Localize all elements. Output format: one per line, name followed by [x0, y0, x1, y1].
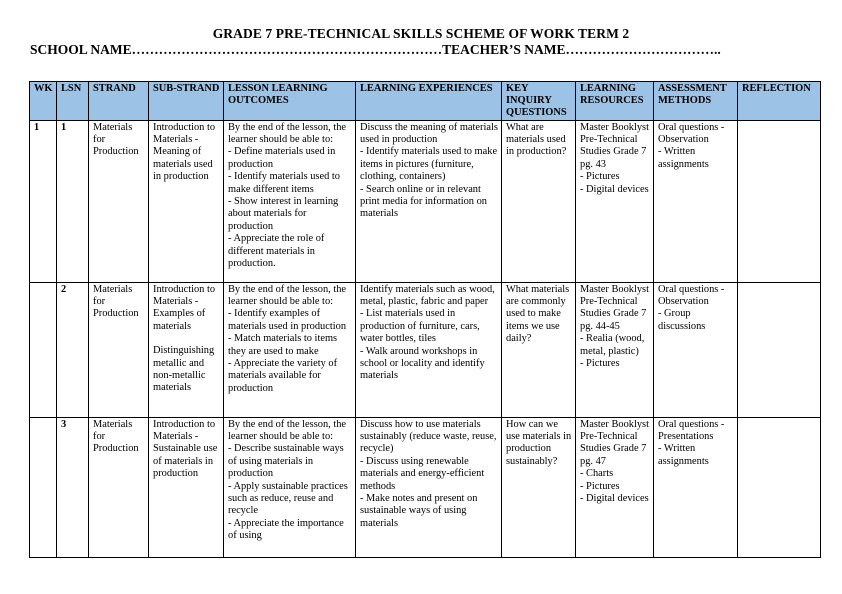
cell-sub-strand: Introduction to Materials - Meaning of materials used in production [149, 120, 224, 282]
assessment-line: Observation [658, 296, 709, 308]
col-header-reflection: REFLECTION [738, 82, 821, 121]
assessment-line: Observation [658, 134, 709, 146]
outcome-line: By the end of the lesson, the learner should be able to: [228, 418, 347, 443]
resource-line: - Pictures [580, 358, 620, 370]
outcome-line: - Appreciate the importance of using [228, 517, 344, 542]
cell-outcomes [224, 120, 356, 282]
cell-reflection [738, 417, 821, 557]
outcome-line: - Define materials used in production [228, 146, 336, 170]
cell-sub-strand: Introduction to Materials - Sustainable use of materials in production [149, 417, 224, 557]
assessment-line: - Written assignments [658, 443, 709, 467]
col-header-strand: STRAND [89, 82, 149, 121]
resource-line: Master Booklyst Pre-Technical Studies Grade 7 pg. 44-45 [580, 283, 649, 332]
cell-experiences [356, 417, 502, 557]
col-header-assessment: ASSESSMENT METHODS [654, 82, 738, 121]
cell-lsn: 1 [57, 120, 89, 282]
col-header-outcomes: LESSON LEARNING OUTCOMES [224, 82, 356, 121]
outcome-line: By the end of the lesson, the learner should be able to: [228, 121, 347, 146]
experience-line: Discuss the meaning of materials used in production [360, 121, 498, 146]
table-header-row [30, 82, 821, 121]
experience-line: Discuss how to use materials sustainably (reduce waste, reuse, recycle) [360, 418, 497, 455]
outcome-line: - Describe sustainable ways of using materials in production [228, 443, 344, 480]
document-title: GRADE 7 PRE-TECHNICAL SKILLS SCHEME OF WORK TERM 2 [212, 26, 630, 41]
cell-experiences [356, 120, 502, 282]
cell-wk [30, 282, 57, 417]
experience-line: - Search online or in relevant print media for information on materials [360, 183, 487, 220]
cell-resources [576, 120, 654, 282]
cell-strand: Materials for Production [89, 282, 149, 417]
assessment-line: - Written assignments [658, 146, 709, 170]
cell-reflection [738, 282, 821, 417]
sub-strand-line: Distinguishing metallic and non-metallic materials [153, 345, 215, 394]
outcome-line: - Appreciate the variety of materials available for production [228, 358, 338, 394]
cell-resources [576, 282, 654, 417]
cell-outcomes [224, 282, 356, 417]
assessment-line: - Group discussions [658, 308, 706, 332]
resource-line: - Charts [580, 468, 614, 480]
cell-lsn: 3 [57, 417, 89, 557]
resource-line: - Realia (wood, metal, plastic) [580, 333, 645, 357]
col-header-wk: WK [30, 82, 57, 121]
resource-line: Master Booklyst Pre-Technical Studies Grade 7 pg. 43 [580, 121, 649, 170]
table-row [30, 120, 821, 282]
experience-line: - List materials used in production of furniture, cars, water bottles, tiles [360, 308, 480, 345]
col-header-resources: LEARNING RESOURCES [576, 82, 654, 121]
spacer [153, 333, 220, 345]
outcome-line: - Match materials to items they are used to make [228, 333, 338, 357]
assessment-line: Presentations [658, 431, 714, 443]
cell-questions: How can we use materials in production sustainably? [502, 417, 576, 557]
scheme-of-work-table [29, 81, 821, 558]
cell-assessment [654, 120, 738, 282]
cell-assessment [654, 282, 738, 417]
col-header-experiences: LEARNING EXPERIENCES [356, 82, 502, 121]
cell-sub-strand [149, 282, 224, 417]
school-teacher-line: SCHOOL NAME……………………………………………………………TEACHER’S NAME…………………………….. [30, 42, 721, 57]
col-header-questions: KEY INQUIRY QUESTIONS [502, 82, 576, 121]
resource-line: Master Booklyst Pre-Technical Studies Grade 7 pg. 47 [580, 418, 649, 467]
experience-line: - Identify materials used to make items in pictures (furniture, clothing, containers) [360, 146, 498, 183]
cell-resources [576, 417, 654, 557]
cell-reflection [738, 120, 821, 282]
outcome-line: - Show interest in learning about materials for production [228, 196, 339, 232]
outcome-line: - Apply sustainable practices such as reduce, reuse and recycle [228, 480, 348, 517]
outcome-line: - Appreciate the role of different materials in production. [228, 233, 325, 270]
cell-strand: Materials for Production [89, 417, 149, 557]
resource-line: - Digital devices [580, 493, 649, 505]
assessment-line: Oral questions - [658, 121, 725, 133]
cell-assessment [654, 417, 738, 557]
cell-questions: What materials are commonly used to make items we use daily? [502, 282, 576, 417]
resource-line: - Pictures [580, 480, 620, 492]
experience-line: Identify materials such as wood, metal, plastic, fabric and paper [360, 283, 495, 308]
resource-line: - Digital devices [580, 183, 649, 195]
cell-lsn: 2 [57, 282, 89, 417]
experience-line: - Make notes and present on sustainable ways of using materials [360, 493, 478, 529]
cell-strand: Materials for Production [89, 120, 149, 282]
assessment-line: Oral questions - [658, 418, 725, 430]
resource-line: - Pictures [580, 171, 620, 183]
assessment-line: Oral questions - [658, 283, 725, 295]
cell-wk: 1 [30, 120, 57, 282]
outcome-line: - Identify materials used to make different items [228, 171, 340, 195]
cell-outcomes [224, 417, 356, 557]
table-row [30, 417, 821, 557]
col-header-sub-strand: SUB-STRAND [149, 82, 224, 121]
outcome-line: - Identify examples of materials used in production [228, 308, 347, 332]
table-row [30, 282, 821, 417]
experience-line: - Walk around workshops in school or locality and identify materials [360, 345, 485, 382]
sub-strand-line: Introduction to Materials - Examples of materials [153, 283, 216, 332]
cell-experiences [356, 282, 502, 417]
cell-wk [30, 417, 57, 557]
col-header-lsn: LSN [57, 82, 89, 121]
cell-questions: What are materials used in production? [502, 120, 576, 282]
experience-line: - Discuss using renewable materials and energy-efficient methods [360, 455, 485, 492]
outcome-line: By the end of the lesson, the learner should be able to: [228, 283, 347, 308]
